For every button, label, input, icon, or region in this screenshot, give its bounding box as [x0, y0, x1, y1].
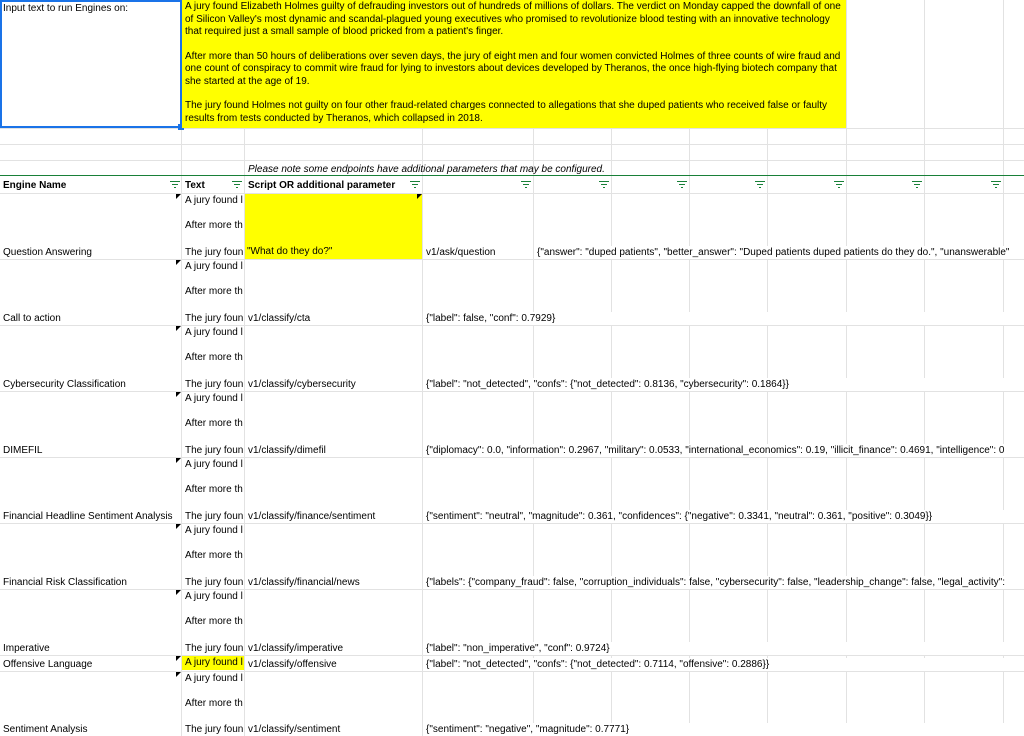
result-cell[interactable]: {"answer": "duped patients", "better_answer": "Duped patients duped patients do they do.", "unanswerable"	[534, 246, 1024, 259]
row-divider	[0, 128, 1024, 129]
endpoint-cell[interactable]: v1/classify/cta	[248, 313, 311, 324]
text-cell-line[interactable]: A jury found l	[185, 195, 243, 206]
header-text[interactable]: Text	[185, 180, 205, 191]
text-cell-line[interactable]: After more th	[185, 698, 243, 709]
result-cell[interactable]: {"sentiment": "neutral", "magnitude": 0.361, "confidences": {"negative": 0.3341, "neutral": 0.361, "positive": 0.3049}}	[423, 510, 1024, 523]
endpoints-note[interactable]: Please note some endpoints have additional parameters that may be configured.	[248, 164, 605, 175]
result-cell[interactable]: {"label": "not_detected", "confs": {"not_detected": 0.7114, "offensive": 0.2886}}	[423, 658, 1024, 671]
result-cell[interactable]: {"label": false, "conf": 0.7929}	[423, 312, 1024, 325]
filter-icon[interactable]	[520, 181, 531, 190]
endpoint-cell[interactable]: v1/classify/cybersecurity	[248, 379, 356, 390]
row-divider	[0, 259, 1024, 260]
header-engine-name[interactable]: Engine Name	[3, 180, 67, 191]
engine-name-cell[interactable]: Imperative	[3, 643, 50, 654]
filter-icon[interactable]	[754, 181, 765, 190]
row-divider	[0, 671, 1024, 672]
input-paragraph: After more than 50 hours of deliberations over seven days, the jury of eight men and four women convicted Holmes of three counts of wire fraud and one count of conspiracy to commit wire fraud for lying to investors about devices developed by Theranos, the once high-flying biotech company that she started at the age of 19.	[185, 50, 841, 87]
text-cell-line[interactable]: A jury found l	[185, 327, 243, 338]
col-divider-i	[924, 0, 925, 736]
header-script[interactable]: Script OR additional parameter	[248, 180, 396, 191]
filter-icon[interactable]	[990, 181, 1001, 190]
filter-icon[interactable]	[598, 181, 609, 190]
note-indicator-icon	[176, 326, 181, 331]
text-cell-line[interactable]: A jury found l	[182, 656, 244, 670]
row-divider	[0, 589, 1024, 590]
row-divider	[0, 325, 1024, 326]
text-cell-line[interactable]: A jury found l	[185, 525, 243, 536]
row-divider	[0, 655, 1024, 656]
endpoint-cell[interactable]: v1/ask/question	[426, 247, 496, 258]
note-indicator-icon	[176, 590, 181, 595]
text-cell-line[interactable]: The jury foun	[185, 313, 244, 324]
text-cell-line[interactable]: A jury found l	[185, 591, 243, 602]
engine-name-cell[interactable]: Sentiment Analysis	[3, 724, 88, 735]
note-indicator-icon	[417, 194, 422, 199]
result-cell[interactable]: {"sentiment": "negative", "magnitude": 0.7771}	[423, 723, 1024, 736]
note-indicator-icon	[176, 392, 181, 397]
text-cell-line[interactable]: The jury foun	[185, 511, 244, 522]
text-cell-line[interactable]: After more th	[185, 286, 243, 297]
engine-name-cell[interactable]: DIMEFIL	[3, 445, 43, 456]
note-indicator-icon	[176, 656, 181, 661]
row-divider	[0, 457, 1024, 458]
text-cell-line[interactable]: After more th	[185, 220, 243, 231]
text-cell-line[interactable]: The jury foun	[185, 445, 244, 456]
text-cell-line[interactable]: After more th	[185, 418, 243, 429]
col-divider-h	[846, 0, 847, 736]
input-label[interactable]: Input text to run Engines on:	[3, 3, 129, 14]
text-cell-line[interactable]: A jury found l	[185, 459, 243, 470]
cell-selection-outline	[0, 0, 182, 128]
text-cell-line[interactable]: After more th	[185, 616, 243, 627]
note-indicator-icon	[176, 458, 181, 463]
endpoint-cell[interactable]: v1/classify/finance/sentiment	[248, 511, 376, 522]
text-cell-line[interactable]: The jury foun	[185, 379, 244, 390]
row-divider	[0, 144, 1024, 145]
endpoint-cell[interactable]: v1/classify/financial/news	[248, 577, 360, 588]
note-indicator-icon	[176, 524, 181, 529]
row-divider	[0, 160, 1024, 161]
result-cell[interactable]: {"labels": {"company_fraud": false, "corruption_individuals": false, "cybersecurity": false, "leadership_change": false, "legal_activity":	[423, 576, 1024, 589]
engine-name-cell[interactable]: Offensive Language	[3, 659, 93, 670]
text-cell-line[interactable]: The jury foun	[185, 247, 244, 258]
note-indicator-icon	[176, 194, 181, 199]
endpoint-cell[interactable]: v1/classify/offensive	[248, 659, 337, 670]
input-paragraph: A jury found Elizabeth Holmes guilty of defrauding investors out of hundreds of millions of dollars. The verdict on Monday capped the downfall of one of Silicon Valley's most dynamic and scandal-plagued young executives who promised to revolutionize blood testing with an innovative technology that required just a small sample of blood pricked from a patient's finger.	[185, 1, 841, 37]
engine-name-cell[interactable]: Question Answering	[3, 247, 92, 258]
engine-name-cell[interactable]: Financial Headline Sentiment Analysis	[3, 511, 173, 522]
parameter-value: "What do they do?"	[247, 246, 333, 257]
text-cell-line[interactable]: The jury foun	[185, 643, 244, 654]
text-cell-line[interactable]: The jury foun	[185, 724, 244, 735]
result-cell[interactable]: {"label": "not_detected", "confs": {"not_detected": 0.8136, "cybersecurity": 0.1864}}	[423, 378, 1024, 391]
text-cell-line[interactable]: A jury found l	[185, 673, 243, 684]
engine-name-cell[interactable]: Call to action	[3, 313, 61, 324]
result-cell[interactable]: {"diplomacy": 0.0, "information": 0.2967, "military": 0.0533, "international_economics": 0.19, "illicit_finance": 0.4691, "intelligence": 0	[423, 444, 1024, 457]
endpoint-cell[interactable]: v1/classify/imperative	[248, 643, 344, 654]
filter-icon[interactable]	[833, 181, 844, 190]
filter-icon[interactable]	[231, 181, 242, 190]
filter-icon[interactable]	[409, 181, 420, 190]
text-cell-line[interactable]: A jury found l	[185, 261, 243, 272]
text-cell-line[interactable]: After more th	[185, 550, 243, 561]
row-divider	[0, 193, 1024, 194]
col-divider-j	[1003, 0, 1004, 736]
text-cell-line[interactable]: The jury foun	[185, 577, 244, 588]
note-indicator-icon	[176, 672, 181, 677]
row-divider	[0, 523, 1024, 524]
input-paragraph: The jury found Holmes not guilty on four other fraud-related charges connected to allegations that she duped patients who received false or faulty results from tests conducted by Theranos, which collapsed in 2018.	[185, 100, 828, 124]
filter-icon[interactable]	[911, 181, 922, 190]
engine-name-cell[interactable]: Cybersecurity Classification	[3, 379, 126, 390]
input-text-cell[interactable]	[182, 0, 846, 128]
result-cell[interactable]: {"label": "non_imperative", "conf": 0.9724}	[423, 642, 1024, 655]
text-cell-line[interactable]: After more th	[185, 352, 243, 363]
text-cell-line[interactable]: After more th	[185, 484, 243, 495]
endpoint-cell[interactable]: v1/classify/dimefil	[248, 445, 326, 456]
filter-icon[interactable]	[676, 181, 687, 190]
filter-icon[interactable]	[169, 181, 180, 190]
row-divider	[0, 391, 1024, 392]
engine-name-cell[interactable]: Financial Risk Classification	[3, 577, 127, 588]
text-cell-line[interactable]: A jury found l	[185, 393, 243, 404]
filter-range-top	[0, 175, 1024, 176]
note-indicator-icon	[176, 260, 181, 265]
endpoint-cell[interactable]: v1/classify/sentiment	[248, 724, 341, 735]
parameter-cell[interactable]	[245, 194, 422, 259]
